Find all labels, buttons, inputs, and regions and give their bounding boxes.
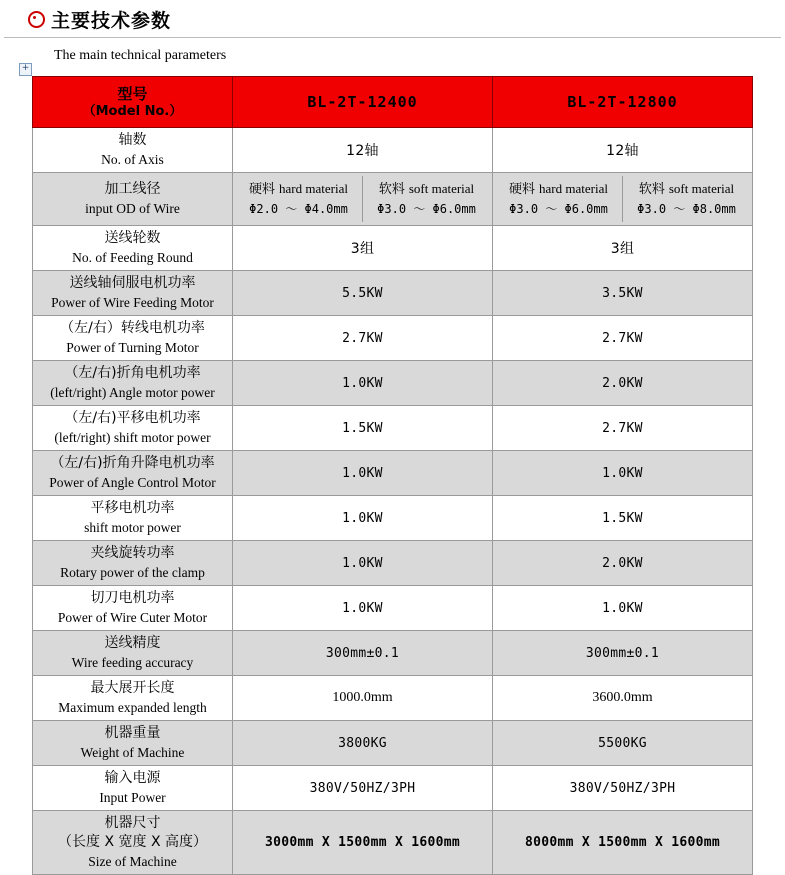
row-value-model1: 300mm±0.1 [233, 631, 493, 676]
sub-label-cn: 软料 [378, 182, 405, 197]
row-label-en: Maximum expanded length [58, 700, 207, 715]
row-label-cn-secondary: （长度 X 宽度 X 高度） [58, 834, 207, 850]
sub-cell-soft-2 [623, 176, 750, 222]
row-value-model2: 1.0KW [493, 451, 753, 496]
sub-label-cn: 硬料 [249, 182, 276, 197]
header-cell-model-1 [233, 77, 493, 128]
table-row [33, 128, 753, 173]
row-label [33, 766, 233, 811]
row-value-model2: 2.7KW [493, 406, 753, 451]
row-value-model1: 3000mm X 1500mm X 1600mm [233, 811, 493, 875]
header-cell-model-2 [493, 77, 753, 128]
row-label-cn: 最大展开长度 [90, 680, 175, 696]
row-value-model2: 1.0KW [493, 586, 753, 631]
row-label [33, 586, 233, 631]
row-label-en: No. of Axis [101, 152, 164, 167]
row-label-en: Weight of Machine [80, 745, 185, 760]
table-row [33, 226, 753, 271]
row-label [33, 226, 233, 271]
row-label-en: Power of Wire Feeding Motor [51, 295, 214, 310]
row-value-model2: 300mm±0.1 [493, 631, 753, 676]
row-label [33, 173, 233, 226]
table-row [33, 496, 753, 541]
table-row [33, 361, 753, 406]
row-label-cn: 输入电源 [104, 770, 161, 786]
row-value-model1: 1.0KW [233, 451, 493, 496]
row-label-cn: 机器尺寸 [104, 815, 161, 831]
sub-label-en: soft material [668, 181, 735, 196]
row-label-cn: （左/右）转线电机功率 [60, 320, 205, 336]
row-label [33, 631, 233, 676]
row-label-en: input OD of Wire [85, 201, 180, 216]
page-subtitle: The main technical parameters [54, 48, 227, 63]
row-label [33, 406, 233, 451]
row-label-cn: 平移电机功率 [90, 500, 175, 516]
row-value-model1: 2.7KW [233, 316, 493, 361]
sub-label-en: soft material [408, 181, 475, 196]
row-label [33, 316, 233, 361]
row-label [33, 496, 233, 541]
row-label-cn: 送线精度 [104, 635, 161, 651]
sub-value: Φ3.0 ～ Φ8.0mm [637, 202, 736, 216]
table-row [33, 676, 753, 721]
row-label [33, 811, 233, 875]
row-label-en: Size of Machine [88, 854, 177, 869]
row-label-cn: 机器重量 [104, 725, 161, 741]
row-label-cn: 送线轴伺服电机功率 [69, 275, 196, 291]
row-label [33, 541, 233, 586]
row-label-en: Power of Wire Cuter Motor [57, 610, 208, 625]
row-label-cn: 送线轮数 [104, 230, 161, 246]
row-value-model2: 12轴 [493, 128, 753, 173]
spec-table-wrapper [32, 76, 752, 875]
row-value-model1: 1.0KW [233, 541, 493, 586]
table-row [33, 271, 753, 316]
sub-value: Φ2.0 ～ Φ4.0mm [249, 202, 348, 216]
table-header-row [33, 77, 753, 128]
row-label-cn: 轴数 [118, 132, 147, 148]
row-label-cn: （左/右)折角电机功率 [64, 365, 201, 381]
model-2-name: BL-2T-12800 [567, 92, 678, 111]
header-model-cn: 型号 [117, 84, 148, 103]
row-label-en: Power of Turning Motor [66, 340, 199, 355]
row-value-model1: 3组 [233, 226, 493, 271]
row-value-model1: 1.0KW [233, 586, 493, 631]
header-cell-model [33, 77, 233, 128]
page-title: 主要技术参数 [51, 9, 172, 32]
row-value-model2: 3组 [493, 226, 753, 271]
specifications-table [32, 76, 753, 875]
sub-label-en: hard material [279, 181, 348, 196]
table-row [33, 173, 753, 226]
row-label-en: (left/right) shift motor power [54, 430, 211, 445]
header-model-en: （Model No.） [82, 103, 183, 119]
row-label [33, 361, 233, 406]
row-label-cn: （左/右)平移电机功率 [64, 410, 201, 426]
row-value-model1: 1.5KW [233, 406, 493, 451]
row-label-en: shift motor power [84, 520, 181, 535]
table-row [33, 811, 753, 875]
sub-cell-hard-2 [495, 176, 623, 222]
table-row [33, 316, 753, 361]
row-value-model1: 12轴 [233, 128, 493, 173]
sub-label-en: hard material [539, 181, 608, 196]
page-header [0, 0, 785, 32]
row-label-en: Input Power [99, 790, 166, 805]
row-value-model2: 380V/50HZ/3PH [493, 766, 753, 811]
table-row [33, 451, 753, 496]
row-label-cn: （左/右)折角升降电机功率 [50, 455, 215, 471]
row-value-model1 [233, 173, 493, 226]
row-label-cn: 切刀电机功率 [90, 590, 175, 606]
row-value-model2: 2.0KW [493, 361, 753, 406]
row-value-model2: 8000mm X 1500mm X 1600mm [493, 811, 753, 875]
row-value-model2: 3.5KW [493, 271, 753, 316]
row-label [33, 676, 233, 721]
row-label [33, 451, 233, 496]
table-row [33, 631, 753, 676]
row-label-en: Power of Angle Control Motor [49, 475, 216, 490]
row-value-model2: 2.7KW [493, 316, 753, 361]
expand-toggle[interactable]: + [19, 63, 32, 76]
sub-cell-soft-1 [363, 176, 490, 222]
row-value-model2: 2.0KW [493, 541, 753, 586]
table-row [33, 406, 753, 451]
row-label-en: No. of Feeding Round [72, 250, 193, 265]
table-row [33, 586, 753, 631]
row-label-en: (left/right) Angle motor power [50, 385, 215, 400]
row-label [33, 128, 233, 173]
row-value-model1: 1000.0mm [233, 676, 493, 721]
sub-label-cn: 软料 [638, 182, 665, 197]
row-label-cn: 加工线径 [104, 181, 161, 197]
table-row [33, 766, 753, 811]
row-value-model2: 1.5KW [493, 496, 753, 541]
sub-label-cn: 硬料 [509, 182, 536, 197]
row-value-model1: 1.0KW [233, 496, 493, 541]
sub-cell-hard-1 [235, 176, 363, 222]
table-row [33, 541, 753, 586]
table-row [33, 721, 753, 766]
row-value-model1: 5.5KW [233, 271, 493, 316]
sub-value: Φ3.0 ～ Φ6.0mm [509, 202, 608, 216]
row-label-en: Wire feeding accuracy [71, 655, 194, 670]
sub-value: Φ3.0 ～ Φ6.0mm [377, 202, 476, 216]
row-label [33, 721, 233, 766]
row-value-model2: 3600.0mm [493, 676, 753, 721]
row-value-model2 [493, 173, 753, 226]
row-value-model1: 380V/50HZ/3PH [233, 766, 493, 811]
model-1-name: BL-2T-12400 [307, 92, 418, 111]
row-value-model1: 1.0KW [233, 361, 493, 406]
row-label [33, 271, 233, 316]
row-label-cn: 夹线旋转功率 [90, 545, 175, 561]
red-ring-bullet-icon [28, 11, 45, 28]
row-value-model1: 3800KG [233, 721, 493, 766]
row-label-en: Rotary power of the clamp [60, 565, 205, 580]
row-value-model2: 5500KG [493, 721, 753, 766]
